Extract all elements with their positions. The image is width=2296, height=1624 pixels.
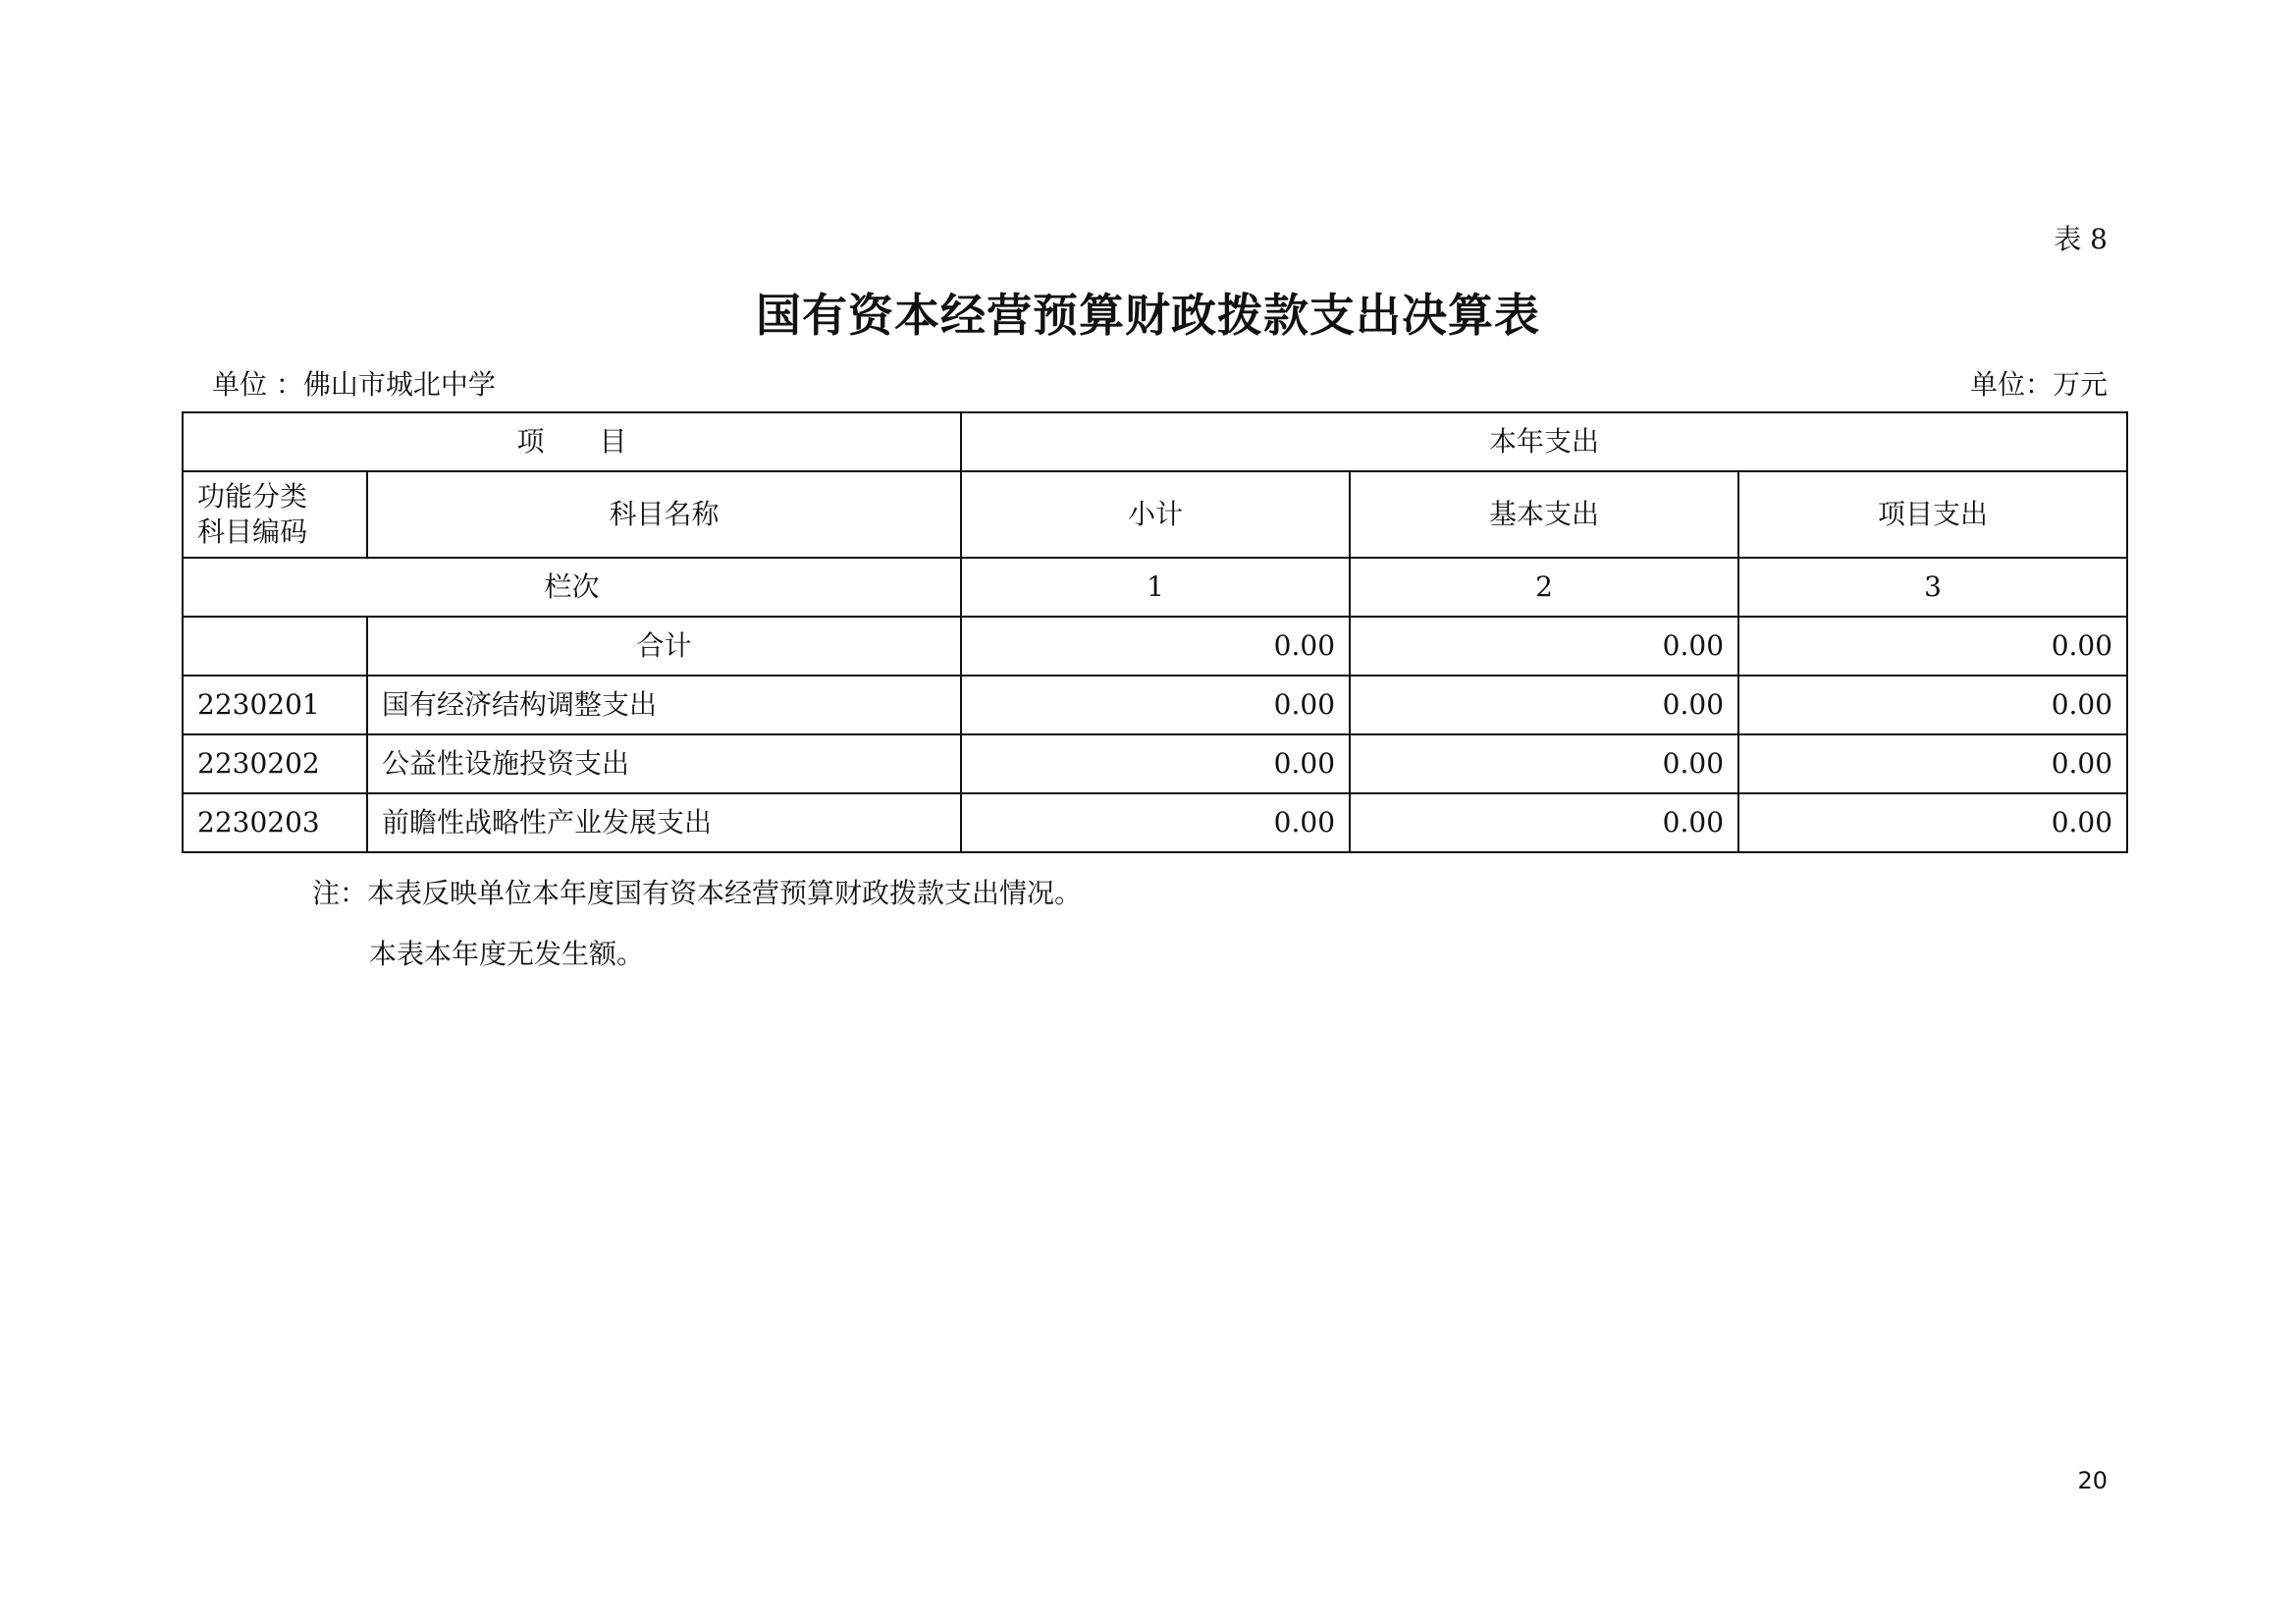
total-code [183, 617, 367, 676]
header-subtotal: 小计 [961, 471, 1350, 558]
reporting-unit: 单位 ：佛山市城北中学 [212, 368, 496, 401]
table-row [183, 676, 2127, 734]
table-id: 表 8 [2054, 223, 2108, 255]
row-project: 0.00 [1738, 734, 2127, 793]
column-number-1: 1 [961, 558, 1350, 617]
total-project: 0.00 [1738, 617, 2127, 676]
header-project: 项 目 [183, 412, 961, 471]
row-basic: 0.00 [1350, 676, 1738, 734]
row-subtotal: 0.00 [961, 793, 1350, 852]
table-row [183, 734, 2127, 793]
header-name: 科目名称 [367, 471, 961, 558]
header-row-1 [183, 412, 2127, 471]
row-name: 前瞻性战略性产业发展支出 [367, 793, 961, 852]
page-number: 20 [2077, 1467, 2108, 1494]
row-name: 国有经济结构调整支出 [367, 676, 961, 734]
total-label: 合计 [367, 617, 961, 676]
note-line-1: 注：本表反映单位本年度国有资本经营预算财政拨款支出情况。 [312, 877, 1083, 909]
row-project: 0.00 [1738, 793, 2127, 852]
total-basic: 0.00 [1350, 617, 1738, 676]
row-code: 2230203 [183, 793, 367, 852]
row-name: 公益性设施投资支出 [367, 734, 961, 793]
page-title: 国有资本经营预算财政拨款支出决算表 [756, 289, 1540, 342]
row-basic: 0.00 [1350, 734, 1738, 793]
row-code: 2230202 [183, 734, 367, 793]
row-subtotal: 0.00 [961, 676, 1350, 734]
note-line-2: 本表本年度无发生额。 [369, 938, 645, 970]
header-basic: 基本支出 [1350, 471, 1738, 558]
row-project: 0.00 [1738, 676, 2127, 734]
header-project-expense: 项目支出 [1738, 471, 2127, 558]
column-number-3: 3 [1738, 558, 2127, 617]
column-order-row [183, 558, 2127, 617]
expense-table [182, 411, 2128, 853]
currency-unit: 单位：万元 [1969, 368, 2108, 401]
table-row [183, 793, 2127, 852]
row-basic: 0.00 [1350, 793, 1738, 852]
row-code: 2230201 [183, 676, 367, 734]
column-order-label: 栏次 [183, 558, 961, 617]
total-subtotal: 0.00 [961, 617, 1350, 676]
header-row-2 [183, 471, 2127, 558]
row-subtotal: 0.00 [961, 734, 1350, 793]
total-row [183, 617, 2127, 676]
header-code: 功能分类 科目编码 [183, 471, 367, 558]
column-number-2: 2 [1350, 558, 1738, 617]
header-current-year-expense: 本年支出 [961, 412, 2127, 471]
